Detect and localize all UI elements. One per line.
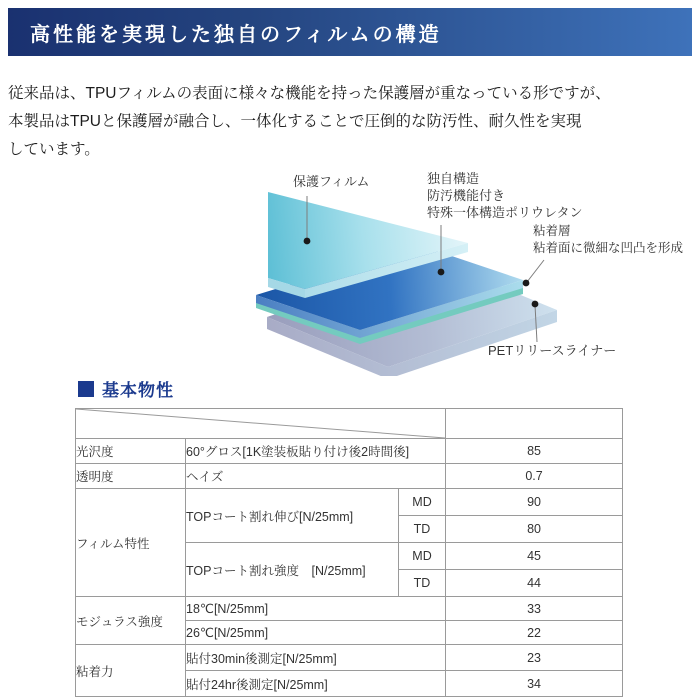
cell-value-strength-td: 44 xyxy=(446,570,623,597)
cell-value-modulus-18: 33 xyxy=(446,597,623,621)
table-row xyxy=(76,439,623,464)
cell-dir-md: MD xyxy=(399,489,446,516)
cell-category-adhesion: 粘着力 xyxy=(76,645,186,697)
cell-test-modulus-26: 26℃[N/25mm] xyxy=(186,621,446,645)
callout-dot-unique-structure xyxy=(438,269,445,276)
table-row xyxy=(76,645,623,671)
cell-dir-td: TD xyxy=(399,570,446,597)
section-heading xyxy=(78,376,174,401)
cell-test-modulus-18: 18℃[N/25mm] xyxy=(186,597,446,621)
product-header-cell: ECHELON Headlight PPF xyxy=(446,409,623,439)
cell-value-adhesion-30min: 23 xyxy=(446,645,623,671)
cell-value-gloss: 85 xyxy=(446,439,623,464)
intro-paragraph xyxy=(8,80,696,164)
cell-test-adhesion-24hr: 貼付24hr後測定[N/25mm] xyxy=(186,671,446,697)
cell-category-film: フィルム特性 xyxy=(76,489,186,597)
cell-value-haze: 0.7 xyxy=(446,464,623,489)
cell-value-modulus-26: 22 xyxy=(446,621,623,645)
label-protective-film: 保護フィルム xyxy=(293,174,370,189)
cell-test-strength: TOPコート割れ強度 [N/25mm] xyxy=(186,543,399,597)
label-adhesive-layer: 粘着層 粘着面に微細な凹凸を形成 xyxy=(533,224,684,255)
table-row xyxy=(76,597,623,621)
intro-line-2: 本製品はTPUと保護層が融合し、一体化することで圧倒的な防汚性、耐久性を実現 xyxy=(8,113,582,130)
label-unique-structure: 独自構造 防汚機能付き 特殊一体構造ポリウレタン xyxy=(427,171,583,220)
cell-value-elongation-md: 90 xyxy=(446,489,623,516)
intro-line-1: 従来品は、TPUフィルムの表面に様々な機能を持った保護層が重なっている形ですが、 xyxy=(8,85,611,102)
cell-category-gloss: 光沢度 xyxy=(76,439,186,464)
cell-value-elongation-td: 80 xyxy=(446,516,623,543)
basic-properties-table xyxy=(75,408,623,697)
cell-category-haze: 透明度 xyxy=(76,464,186,489)
callout-dot-pet-liner xyxy=(532,301,539,308)
section-bullet-square-icon xyxy=(78,381,94,397)
cell-dir-md: MD xyxy=(399,543,446,570)
table-row xyxy=(76,464,623,489)
cell-test-gloss: 60°グロス[1K塗装板貼り付け後2時間後] xyxy=(186,439,446,464)
film-structure-diagram xyxy=(230,170,692,376)
page-title: 高性能を実現した独自のフィルムの構造 xyxy=(30,23,442,46)
cell-test-elongation: TOPコート割れ伸び[N/25mm] xyxy=(186,489,399,543)
table-header-row xyxy=(76,409,623,439)
header-bar xyxy=(8,8,692,56)
cell-test-adhesion-30min: 貼付30min後測定[N/25mm] xyxy=(186,645,446,671)
cell-dir-td: TD xyxy=(399,516,446,543)
section-title-text: 基本物性 xyxy=(102,381,174,400)
cell-test-haze: ヘイズ xyxy=(186,464,446,489)
intro-line-3: しています。 xyxy=(8,141,100,158)
callout-dot-adhesive xyxy=(523,280,530,287)
table-row xyxy=(76,489,623,516)
cell-category-modulus: モジュラス強度 xyxy=(76,597,186,645)
leader-adhesive xyxy=(527,260,544,282)
callout-dot-protective-film xyxy=(304,238,311,245)
table-corner-cell xyxy=(76,409,446,439)
label-pet-liner: PETリリースライナー xyxy=(488,343,617,358)
diagonal-line xyxy=(76,409,445,438)
cell-value-adhesion-24hr: 34 xyxy=(446,671,623,697)
cell-value-strength-md: 45 xyxy=(446,543,623,570)
